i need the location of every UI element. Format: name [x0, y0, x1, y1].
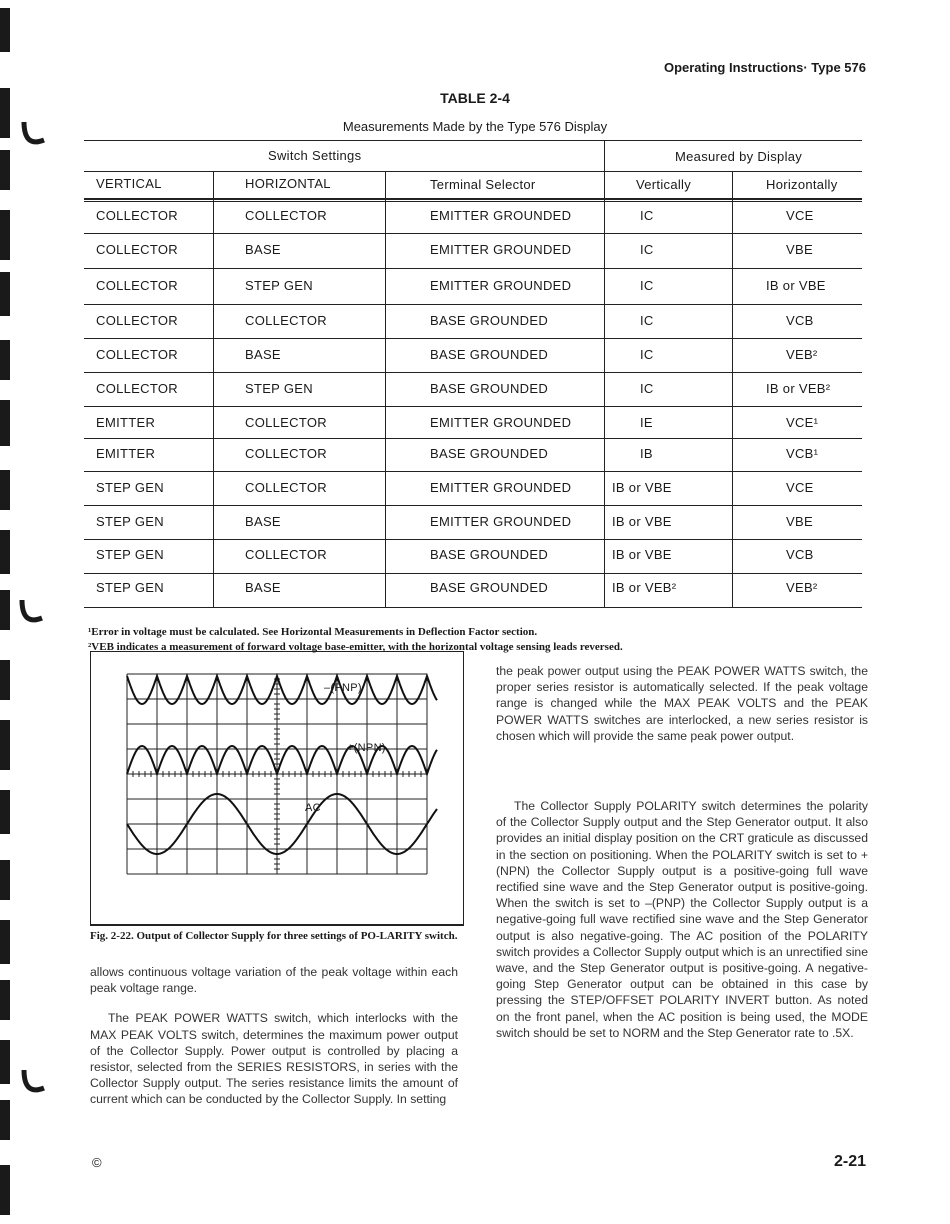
row-divider	[84, 505, 862, 506]
table-cell: EMITTER	[96, 415, 156, 430]
row-divider	[84, 233, 862, 234]
row-divider	[84, 304, 862, 305]
binder-bar	[0, 980, 10, 1020]
row-divider	[84, 607, 862, 608]
binder-bar	[0, 470, 10, 510]
table-cell: VCB	[786, 547, 814, 562]
table-cell: IB	[640, 446, 653, 461]
paragraph: The PEAK POWER WATTS switch, which interlocks with the MAX PEAK VOLTS switch, determines the maximum power output of the Collector Supply. Power output is controlled by placing a resistor, selected from the SERIES RESISTORS, in series with the Collector Supply output. The series resistance limits the amount of current which can be conducted by the Collector Supply. In setting	[90, 1011, 458, 1107]
binder-bar	[0, 660, 10, 700]
table-cell: BASE GROUNDED	[430, 547, 549, 562]
table-cell: IB or VBE	[612, 480, 672, 495]
table-cell: VCB¹	[786, 446, 819, 461]
figure-caption: Fig. 2-22. Output of Collector Supply for three settings of PO-LARITY switch.	[90, 930, 458, 942]
table-cell: EMITTER GROUNDED	[430, 242, 572, 257]
figure-frame	[90, 651, 464, 926]
table-cell: BASE GROUNDED	[430, 313, 549, 328]
table-cell: COLLECTOR	[96, 313, 178, 328]
row-divider	[84, 338, 862, 339]
table-cell: IC	[640, 347, 654, 362]
table-cell: COLLECTOR	[245, 208, 327, 223]
row-divider	[84, 438, 862, 439]
table-cell: IB or VBE	[612, 514, 672, 529]
row-divider	[84, 539, 862, 540]
table-cell: IC	[640, 381, 654, 396]
table-cell: BASE	[245, 580, 281, 595]
npn-waveform	[127, 746, 437, 774]
table-cell: COLLECTOR	[245, 480, 327, 495]
binder-bar	[0, 150, 10, 190]
table-cell: STEP GEN	[245, 381, 313, 396]
binder-bar	[0, 860, 10, 900]
table-cell: STEP GEN	[96, 547, 164, 562]
table-cell: EMITTER GROUNDED	[430, 480, 572, 495]
npn-label: +(NPN)	[347, 742, 386, 754]
footnote-2: ²VEB indicates a measurement of forward voltage base-emitter, with the horizontal voltage sensing leads reversed.	[88, 641, 623, 653]
table-cell: IC	[640, 208, 654, 223]
paragraph: allows continuous voltage variation of the peak voltage within each peak voltage range.	[90, 965, 458, 996]
table-cell: COLLECTOR	[245, 415, 327, 430]
table-cell: STEP GEN	[96, 514, 164, 529]
table-cell: COLLECTOR	[245, 446, 327, 461]
table-cell: VCB	[786, 313, 814, 328]
group-header-measured: Measured by Display	[675, 149, 803, 164]
binder-bar	[0, 720, 10, 770]
row-divider	[84, 372, 862, 373]
table-cell: COLLECTOR	[96, 347, 178, 362]
table-cell: BASE GROUNDED	[430, 381, 549, 396]
table-cell: IC	[640, 313, 654, 328]
binder-bar	[0, 530, 10, 574]
paragraph: The Collector Supply POLARITY switch determines the polarity of the Collector Supply output and the Step Generator output. It also provides an initial display position on the CRT graticule as discussed in the section on positioning. When the POLARITY switch is set to +(NPN) the Collector Supply output is a positive-going full wave rectified sine wave and the Step Generator output is positive-going. When the switch is set to –(PNP) the Collector Supply output is a negative-going full wave rectified sine wave and the Step Generator output is also negative-going. The AC position of the POLARITY switch provides a Collector Supply output which is an unrectified sine wave, and the Step Generator output is positive-going. A negative-going Step Generator output can be obtained in this case by pressing the STEP/OFFSET POLARITY INVERT button. As noted on the front panel, when the AC position is being used, the MODE switch should be set to NORM and the Step Generator rate to .5X.	[496, 799, 868, 1040]
column-header: Terminal Selector	[430, 177, 536, 192]
table-cell: EMITTER	[96, 446, 156, 461]
binder-bar	[0, 340, 10, 380]
column-header: Horizontally	[766, 177, 838, 192]
table-cell: VEB²	[786, 347, 818, 362]
running-header: Operating Instructions· Type 576	[663, 60, 866, 75]
table-cell: STEP GEN	[245, 278, 313, 293]
pnp-waveform	[127, 676, 437, 704]
table-cell: BASE GROUNDED	[430, 580, 549, 595]
binder-bar	[0, 920, 10, 964]
table-cell: VEB²	[786, 580, 818, 595]
table-cell: IE	[640, 415, 653, 430]
table-cell: BASE GROUNDED	[430, 446, 549, 461]
table-cell: EMITTER GROUNDED	[430, 208, 572, 223]
table-cell: VBE	[786, 514, 813, 529]
table-cell: IB or VBE	[766, 278, 826, 293]
right-column-text	[496, 663, 868, 1041]
table-cell: BASE	[245, 347, 281, 362]
table-title: TABLE 2-4	[440, 90, 510, 106]
row-divider	[84, 406, 862, 407]
table-cell: VCE	[786, 208, 814, 223]
table-cell: COLLECTOR	[96, 381, 178, 396]
binder-bar	[0, 1165, 10, 1215]
table-cell: COLLECTOR	[96, 278, 178, 293]
pnp-label: –(PNP)	[324, 682, 362, 694]
table-cell: COLLECTOR	[245, 547, 327, 562]
copyright-mark: ©	[92, 1155, 102, 1170]
column-header: HORIZONTAL	[245, 176, 331, 191]
footnote-1: ¹Error in voltage must be calculated. See Horizontal Measurements in Deflection Factor section.	[88, 626, 538, 638]
table-cell: IC	[640, 278, 654, 293]
binder-bar	[0, 1100, 10, 1140]
row-divider	[84, 471, 862, 472]
binder-bar	[0, 1040, 10, 1084]
ac-label: AC	[305, 802, 321, 814]
table-cell: EMITTER GROUNDED	[430, 415, 572, 430]
paragraph: the peak power output using the PEAK POWER WATTS switch, the proper series resistor is automatically selected. If the peak voltage range is changed while the MAX PEAK VOLTS and the PEAK POWER WATTS switches are interlocked, a new series resistor is chosen which will provide the same peak power output.	[496, 664, 868, 743]
binder-bar	[0, 790, 10, 834]
binder-bar	[0, 272, 10, 316]
table-cell: EMITTER GROUNDED	[430, 514, 572, 529]
column-header: Vertically	[636, 177, 692, 192]
table-cell: IB or VEB²	[612, 580, 677, 595]
row-divider	[84, 268, 862, 269]
binder-hook	[20, 1066, 48, 1106]
table-cell: BASE	[245, 514, 281, 529]
table-cell: BASE	[245, 242, 281, 257]
binder-hook	[18, 596, 46, 636]
table-cell: VCE¹	[786, 415, 819, 430]
table-cell: STEP GEN	[96, 480, 164, 495]
table-cell: COLLECTOR	[245, 313, 327, 328]
table-cell: IB or VBE	[612, 547, 672, 562]
left-column-text	[90, 964, 458, 1108]
table-cell: IB or VEB²	[766, 381, 831, 396]
binder-bar	[0, 210, 10, 260]
table-cell: VBE	[786, 242, 813, 257]
page-number: 2-21	[833, 1153, 866, 1170]
table-cell: VCE	[786, 480, 814, 495]
table-cell: BASE GROUNDED	[430, 347, 549, 362]
table-cell: IC	[640, 242, 654, 257]
table-cell: STEP GEN	[96, 580, 164, 595]
table-cell: COLLECTOR	[96, 208, 178, 223]
table-cell: EMITTER GROUNDED	[430, 278, 572, 293]
column-header: VERTICAL	[96, 176, 162, 191]
table-cell: COLLECTOR	[96, 242, 178, 257]
binder-bar	[0, 590, 10, 630]
table-subtitle: Measurements Made by the Type 576 Display	[342, 119, 608, 134]
group-header-switch-settings: Switch Settings	[268, 148, 362, 163]
oscilloscope-graticule	[91, 652, 463, 924]
binder-bar	[0, 8, 10, 52]
row-divider	[84, 573, 862, 574]
binder-bar	[0, 400, 10, 446]
